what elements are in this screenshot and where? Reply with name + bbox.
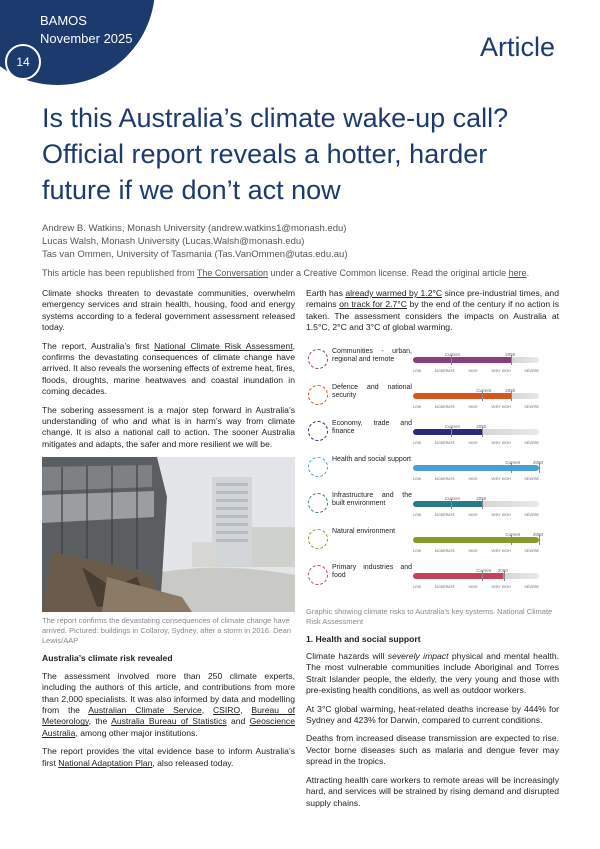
issue-date: November 2025: [40, 31, 133, 46]
author-line: Lucas Walsh, Monash University (Lucas.Walsh@monash.edu): [42, 236, 305, 247]
risk-level-label: HIGH: [468, 584, 478, 589]
risk-row-label: Communities - urban, regional and remote: [332, 347, 412, 363]
risk-marker-label: 2050: [533, 531, 544, 537]
risk-level-label: VERY HIGH: [491, 584, 511, 589]
community-icon: [308, 349, 328, 369]
risk-level-label: MODERATE: [434, 548, 455, 553]
risk-row: [306, 525, 559, 555]
risk-row-label: Health and social support: [332, 455, 411, 463]
risk-level-label: SEVERE: [524, 476, 539, 481]
risk-level-scale: [413, 546, 539, 557]
shield-icon: [308, 385, 328, 405]
risk-level-label: SEVERE: [524, 368, 539, 373]
risk-level-scale: [413, 474, 539, 485]
risk-level-scale: [413, 582, 539, 593]
author-line: Andrew B. Watkins, Monash University (andrew.watkins1@monash.edu): [42, 223, 347, 234]
risk-level-scale: [413, 438, 539, 449]
risk-level-label: VERY HIGH: [491, 404, 511, 409]
health-icon: [308, 457, 328, 477]
risk-row-label: Defence and national security: [332, 383, 412, 399]
risk-bar: [413, 357, 539, 363]
risk-level-label: VERY HIGH: [491, 548, 511, 553]
original-article-link[interactable]: here: [508, 268, 527, 278]
acs-link[interactable]: Australian Climate Service: [88, 704, 202, 715]
risk-level-label: LOW: [413, 476, 422, 481]
risk-level-label: HIGH: [468, 368, 478, 373]
article-title: Is this Australia’s climate wake-up call? Official report reveals a hotter, harder future if we don’t act now: [42, 103, 509, 205]
risk-level-label: MODERATE: [434, 476, 455, 481]
risk-marker-label: 2050: [533, 459, 544, 465]
risk-level-label: MODERATE: [434, 584, 455, 589]
header-publication-info: [40, 12, 133, 48]
risk-level-label: MODERATE: [434, 512, 455, 517]
csiro-link[interactable]: CSIRO: [212, 704, 241, 715]
risk-marker-label: 2050: [476, 495, 487, 501]
risk-level-label: HIGH: [468, 404, 478, 409]
risk-row: [306, 489, 559, 519]
on-track-link[interactable]: on track for 2.7°C: [339, 299, 407, 310]
author-line: Tas van Ommen, University of Tasmania (Tas.VanOmmen@utas.edu.au): [42, 249, 348, 260]
paragraph: Earth has already warmed by 1.2°C since pre-industrial times, and remains on track for 2.7°C by the end of the century if no action is taken. The assessment considers the impacts on Australia at 1.5°C, 2°C and 3°C of global warming.: [306, 288, 560, 333]
the-conversation-link[interactable]: The Conversation: [196, 268, 268, 278]
abs-link[interactable]: Australia Bureau of Statistics: [111, 716, 227, 727]
building-icon: [308, 493, 328, 513]
risk-level-label: HIGH: [468, 440, 478, 445]
risk-row-label: Primary industries and food: [332, 563, 412, 579]
paragraph: The report provides the vital evidence base to inform Australia’s first National Adaptation Plan, also released today.: [42, 746, 295, 768]
left-column: [42, 288, 295, 776]
risk-level-label: VERY HIGH: [491, 368, 511, 373]
risk-level-label: HIGH: [468, 512, 478, 517]
risk-level-label: VERY HIGH: [491, 512, 511, 517]
paragraph: Climate hazards will severely impact physical and mental health. The most vulnerable communities include Aboriginal and Torres Strait Islander people, the elderly, the very young and those with pre-existing health conditions, as well as outdoor workers.: [306, 651, 559, 696]
wheat-icon: [308, 565, 328, 585]
risk-level-label: SEVERE: [524, 512, 539, 517]
risk-marker-label: Current: [444, 495, 460, 501]
risk-marker-label: Current: [505, 459, 521, 465]
section-label: Article: [479, 32, 555, 62]
paragraph: The sobering assessment is a major step forward in Australia’s understanding of who and what is in harm’s way from climate change. It is also a national call to action. The sooner Australia mitigates and adapts, the safer and more resilient we will be.: [42, 404, 295, 449]
risk-marker-label: 2050: [476, 423, 487, 429]
risk-marker-label: 2050: [505, 351, 516, 357]
ncra-link[interactable]: National Climate Risk Assessment: [154, 340, 293, 351]
risk-row: [306, 561, 559, 591]
risk-level-label: MODERATE: [434, 440, 455, 445]
risk-row: [306, 417, 559, 447]
publication-name: BAMOS: [40, 13, 87, 28]
risk-marker-label: Current: [476, 567, 492, 573]
risk-level-label: SEVERE: [524, 584, 539, 589]
risk-marker-label: Current: [444, 423, 460, 429]
paragraph: At 3°C global warming, heat-related deaths increase by 444% for Sydney and 423% for Darwin, compared to current conditions.: [306, 703, 559, 726]
section-heading: 1. Health and social support: [306, 633, 421, 644]
risk-level-label: SEVERE: [524, 440, 539, 445]
risk-level-label: SEVERE: [524, 548, 539, 553]
risk-level-scale: [413, 510, 539, 521]
risk-marker-label: 2050: [505, 387, 516, 393]
bom-link[interactable]: Bureau of Meteorology: [42, 704, 295, 727]
paragraph: Deaths from increased disease transmission are expected to rise. Vector borne diseases such as malaria and dengue fever may spread in the tropics.: [306, 733, 559, 767]
risk-row: [306, 381, 559, 411]
risk-level-label: HIGH: [468, 548, 478, 553]
risk-marker-label: Current: [476, 387, 492, 393]
graphic-caption: Graphic showing climate risks to Australia’s key systems. National Climate Risk Assessment: [306, 606, 553, 626]
risk-marker-label: 2050: [497, 567, 508, 573]
risk-level-label: SEVERE: [524, 404, 539, 409]
paragraph: The assessment involved more than 250 climate experts, including the authors of this article, and contributions from more than 2,000 specialists. It was also informed by data and modelling from the Australian Climate Service, CSIRO, Bureau of Meteorology, the Australia Bureau of Statistics and Geoscience Australia, among other major institutions.: [42, 670, 295, 738]
risk-marker-label: Current: [444, 351, 460, 357]
risk-row: [306, 345, 559, 375]
leaf-icon: [308, 529, 328, 549]
risk-row-label: Natural environment: [332, 527, 396, 535]
risk-row-label: Economy, trade and finance: [332, 419, 412, 435]
risk-level-label: LOW: [413, 368, 422, 373]
ga-link[interactable]: Geoscience Australia: [42, 716, 295, 738]
nap-link[interactable]: National Adaptation Plan: [58, 757, 153, 768]
risk-level-label: MODERATE: [434, 404, 455, 409]
paragraph: Climate shocks threaten to devastate communities, overwhelm emergency services and strain health, housing, food and energy systems according to a federal government assessment released today.: [42, 288, 295, 333]
republished-notice: This article has been republished from The Conversation under a Creative Common license. Read the original article here.: [42, 268, 530, 278]
risk-level-label: LOW: [413, 404, 422, 409]
risk-row: [306, 453, 559, 483]
paragraph: Attracting health care workers to remote areas will be increasingly hard, and services will be strained by rising demand and disrupted supply chains.: [306, 774, 559, 808]
risk-level-label: LOW: [413, 512, 422, 517]
risk-marker-label: Current: [505, 531, 521, 537]
risk-row-label: Infrastructure and the built environment: [332, 491, 412, 507]
paragraph: The report, Australia’s first National Climate Risk Assessment, confirms the devastating consequences of climate change have arrived. It also reveals the worsening effects of extreme heat, fires, floods, droughts, marine heatwaves and coastal inundation in coming decades.: [42, 340, 295, 397]
section-heading: Australia’s climate risk revealed: [42, 653, 173, 664]
page-number-badge: 14: [5, 44, 41, 80]
risk-level-label: HIGH: [468, 476, 478, 481]
trade-icon: [308, 421, 328, 441]
risk-level-label: VERY HIGH: [491, 476, 511, 481]
risk-level-scale: [413, 402, 539, 413]
photo-illustration: [42, 457, 295, 612]
warmed-link[interactable]: already warmed by 1.2°C: [345, 288, 443, 298]
risk-level-label: LOW: [413, 440, 422, 445]
risk-level-label: LOW: [413, 548, 422, 553]
climate-risk-graphic: [306, 341, 559, 603]
author-list: [42, 222, 348, 261]
photo-caption: The report confirms the devastating consequences of climate change have arrived. Pictured: buildings in Collaroy, Sydney, after a storm in 2016. Dean Lewis/AAP: [42, 616, 292, 646]
risk-level-label: VERY HIGH: [491, 440, 511, 445]
risk-level-scale: [413, 366, 539, 377]
risk-level-label: LOW: [413, 584, 422, 589]
right-column: [306, 288, 559, 816]
collaroy-storm-photo: [42, 457, 295, 612]
risk-level-label: MODERATE: [434, 368, 455, 373]
